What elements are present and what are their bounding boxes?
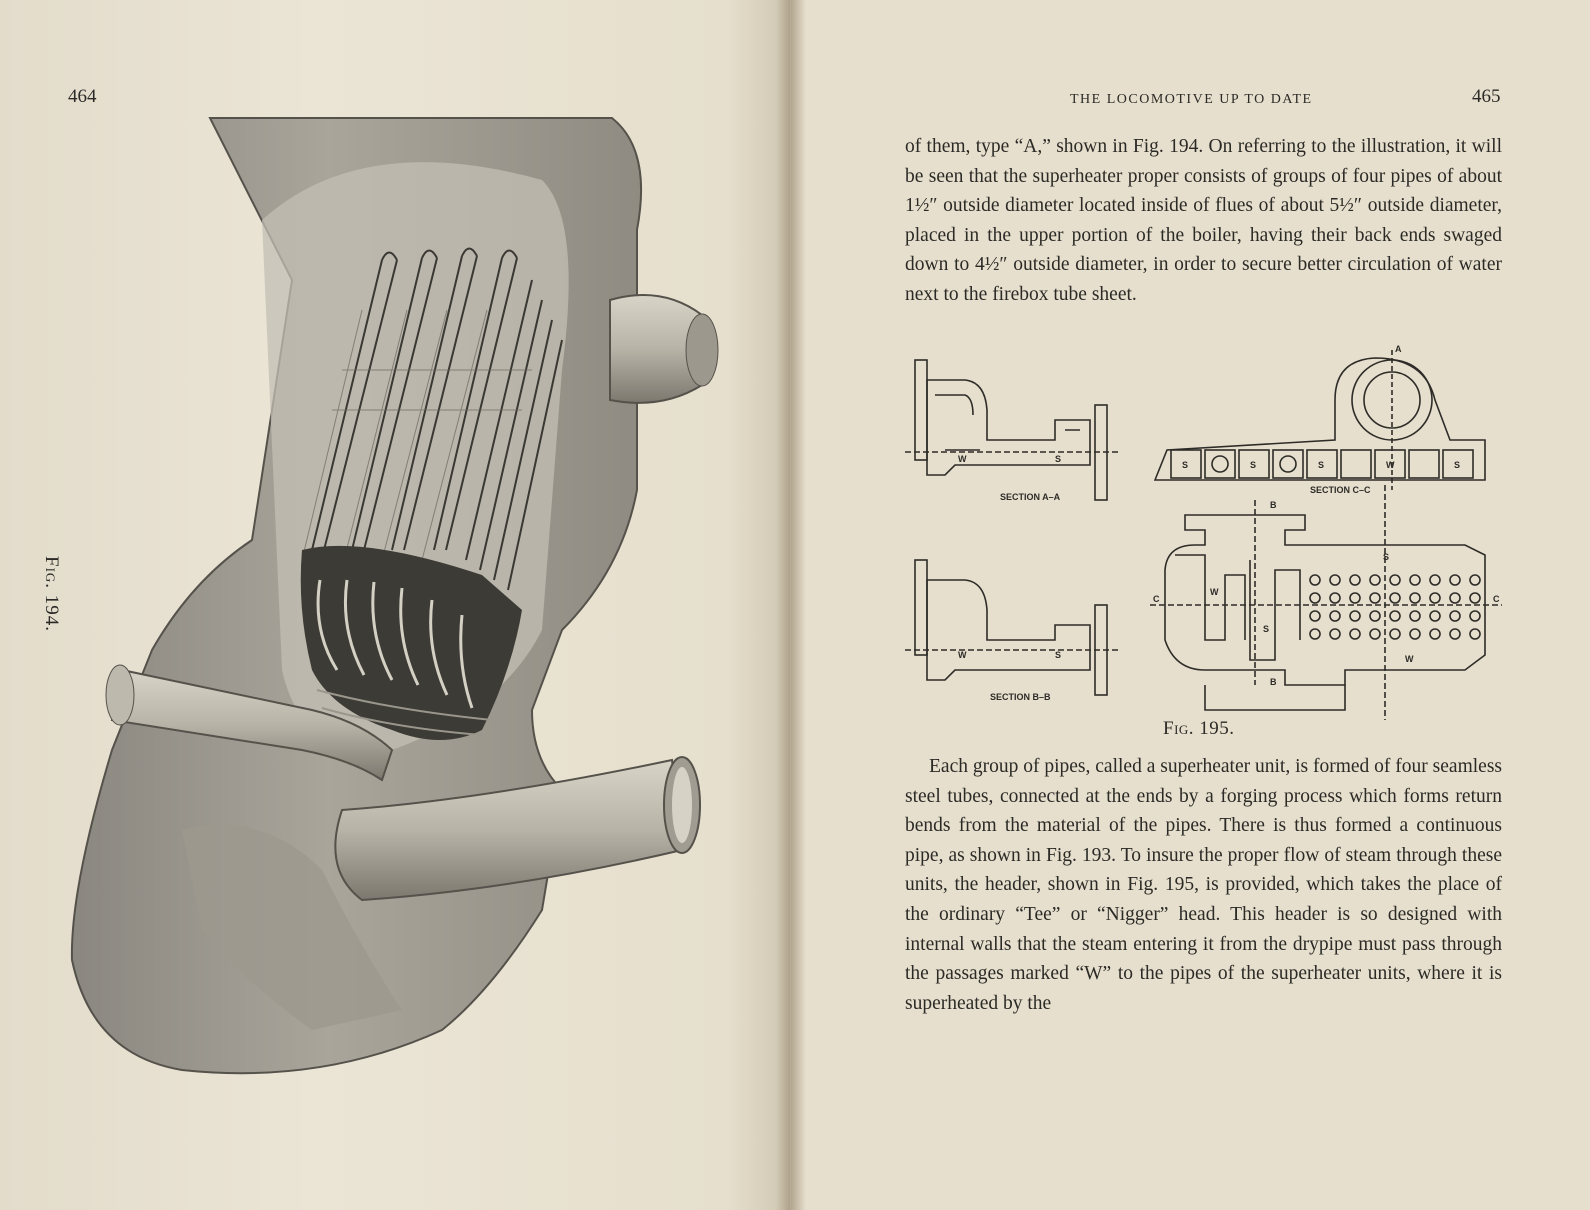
- figure-195-drawing: [905, 340, 1502, 730]
- paragraph-1-text: of them, type “A,” shown in Fig. 194. On referring to the illustration, it will be seen that the superheater proper consists of groups of four pipes of about 1½″ outside diameter located inside of flues of about 5½″ outside diameter, placed in the upper portion of the boiler, having their back ends swaged down to 4½″ outside diameter, in order to secure better circulation of water next to the firebox tube sheet.: [905, 136, 1502, 305]
- label-s-bb: S: [1055, 650, 1062, 660]
- section-aa-drawing: [905, 360, 1120, 500]
- upper-nozzle: [610, 295, 718, 403]
- figure-195-caption: Fig. 195.: [1163, 718, 1235, 739]
- section-bb-label: SECTION B–B: [990, 692, 1051, 702]
- label-c-left: C: [1153, 594, 1160, 604]
- section-cc-label: SECTION C–C: [1310, 485, 1371, 495]
- paragraph-2-text: Each group of pipes, called a superheater unit, is formed of four seamless steel tubes, connected at the ends by a forging process which forms return bends from the material of the pipes. There is thus formed a continuous pipe, as shown in Fig. 193. To insure the proper flow of steam through these units, the header, shown in Fig. 195, is provided, which takes the place of the ordinary “Tee” or “Nigger” head. This header is so designed with internal walls that the steam entering it from the drypipe must pass through the passages marked “W” to the pipes of the superheater units, where it is superheated by the: [905, 756, 1502, 1014]
- header-plan-drawing: [1150, 485, 1502, 720]
- label-s-plan-2: S: [1263, 624, 1270, 634]
- label-c-right: C: [1493, 594, 1500, 604]
- label-w-cc: W: [1386, 460, 1395, 470]
- section-aa-label: SECTION A–A: [1000, 492, 1061, 502]
- figure-194-superheater-photo: [62, 110, 722, 1090]
- label-s-aa: S: [1055, 454, 1062, 464]
- label-s-cc-4: S: [1454, 460, 1461, 470]
- label-w-plan-2: W: [1405, 654, 1414, 664]
- label-s-cc-2: S: [1250, 460, 1257, 470]
- running-head: THE LOCOMOTIVE UP TO DATE: [1070, 92, 1313, 107]
- label-b-bottom: B: [1270, 677, 1277, 687]
- book-gutter: [776, 0, 806, 1210]
- figure-194-label: Fig. 194.: [41, 556, 62, 633]
- left-page: [0, 0, 790, 1210]
- label-w-aa: W: [958, 454, 967, 464]
- paragraph-2: [905, 752, 1502, 1018]
- label-s-cc-1: S: [1182, 460, 1189, 470]
- label-s-plan: S: [1383, 552, 1390, 562]
- label-w-bb: W: [958, 650, 967, 660]
- page-number-left: 464: [68, 86, 97, 107]
- flue-holes: [1310, 575, 1480, 639]
- label-s-cc-3: S: [1318, 460, 1325, 470]
- page-number-right: 465: [1472, 86, 1501, 107]
- paragraph-1: [905, 132, 1502, 310]
- label-b-top: B: [1270, 500, 1277, 510]
- section-bb-drawing: [905, 560, 1120, 695]
- label-a-top: A: [1395, 344, 1402, 354]
- label-w-plan: W: [1210, 587, 1219, 597]
